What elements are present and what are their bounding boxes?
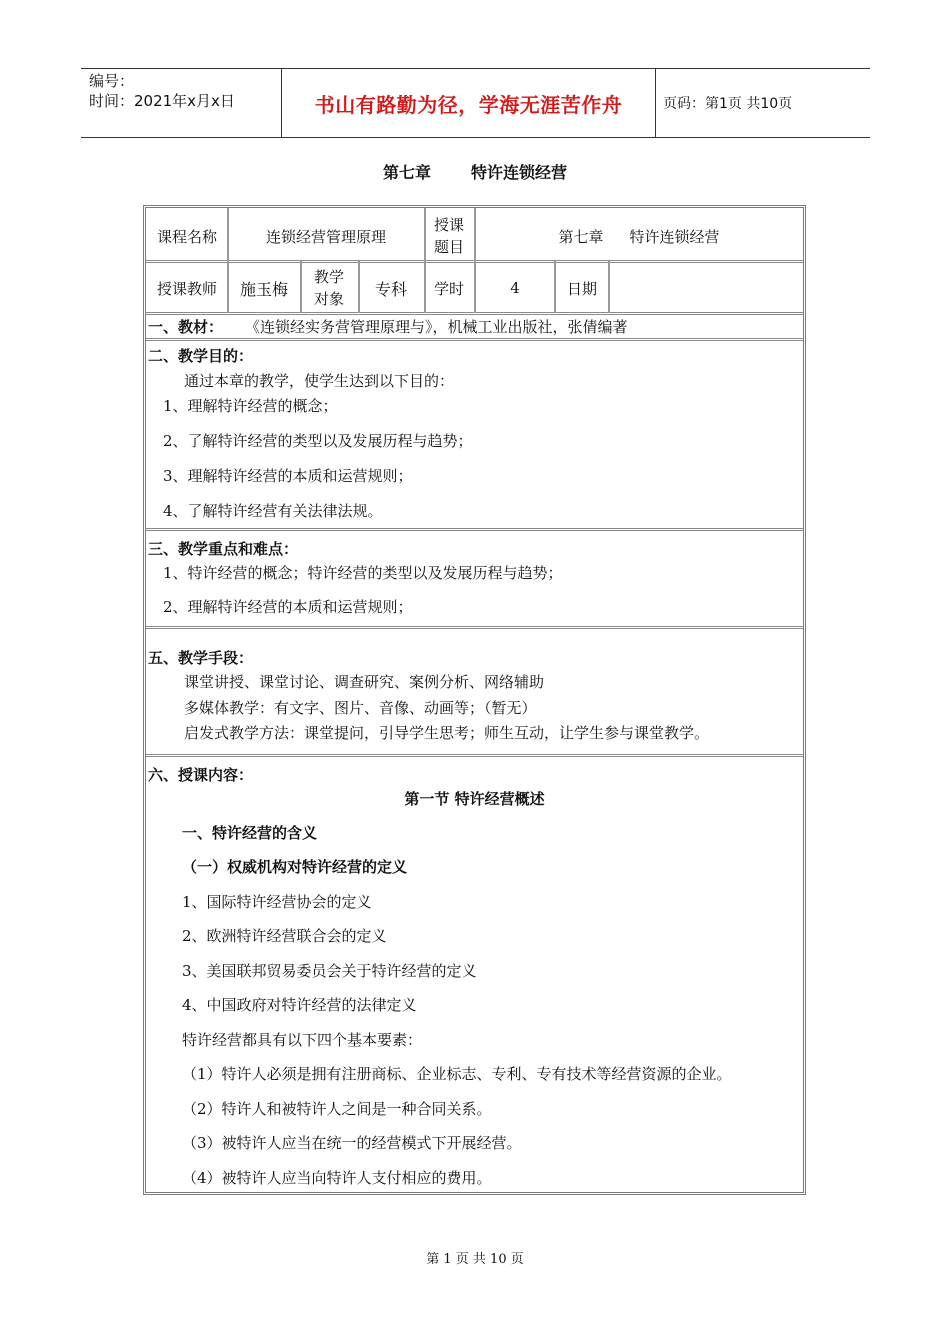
header-page-info: 页码：第1页 共10页 — [663, 96, 793, 112]
col-divider — [608, 261, 610, 313]
definition-item: 3、美国联邦贸易委员会关于特许经营的定义 — [182, 962, 477, 980]
element-item: （3）被特许人应当在统一的经营模式下开展经营。 — [182, 1134, 522, 1152]
objectives-title: 二、教学目的： — [148, 347, 254, 365]
topic-label — [424, 210, 474, 262]
method-item: 启发式教学方法：课堂提问，引导学生思考；师生互动，让学生参与课堂教学。 — [184, 724, 710, 742]
col-divider — [227, 208, 229, 313]
content-title: 六、授课内容： — [148, 766, 254, 784]
row-divider — [146, 626, 803, 629]
topic-value — [474, 210, 804, 262]
page-footer: 第 1 页 共 10 页 — [426, 1252, 524, 1267]
textbook-label: 一、教材： — [148, 318, 224, 336]
methods-title: 五、教学手段： — [148, 649, 254, 667]
audience-label-line-2: 对象 — [313, 290, 344, 308]
objective-item: 1、理解特许经营的概念； — [163, 397, 338, 415]
key-point-item: 2、理解特许经营的本质和运营规则； — [163, 598, 413, 616]
document-time: 时间：2021年x月x日 — [89, 92, 235, 110]
row-divider — [146, 338, 803, 341]
topic-label-line-2: 题目 — [433, 238, 464, 256]
element-item: （2）特许人和被特许人之间是一种合同关系。 — [182, 1100, 492, 1118]
col-divider — [554, 261, 556, 313]
definition-item: 4、中国政府对特许经营的法律定义 — [182, 996, 417, 1014]
col-divider — [300, 261, 302, 313]
header-meta — [89, 71, 281, 111]
chapter-number: 第七章 — [382, 163, 431, 182]
col-divider — [424, 208, 426, 313]
objective-item: 4、了解特许经营有关法律法规。 — [163, 502, 383, 520]
content-heading-2: （一）权威机构对特许经营的定义 — [182, 858, 408, 876]
teacher-value: 施玉梅 — [239, 279, 288, 299]
key-point-item: 1、特许经营的概念；特许经营的类型以及发展历程与趋势； — [163, 564, 563, 582]
objective-item: 2、了解特许经营的类型以及发展历程与趋势； — [163, 432, 473, 450]
date-label: 日期 — [566, 279, 597, 298]
definition-item: 2、欧洲特许经营联合会的定义 — [182, 927, 387, 945]
method-item: 多媒体教学：有文字、图片、音像、动画等；（暂无） — [184, 699, 537, 717]
date-value — [608, 262, 804, 314]
hours-value: 4 — [510, 279, 520, 297]
row-divider — [146, 754, 803, 757]
textbook-row — [148, 316, 628, 337]
topic-label-line-1: 授课 — [433, 216, 464, 234]
page-header — [81, 68, 870, 138]
header-motto: 书山有路勤为径，学海无涯苦作舟 — [281, 69, 656, 137]
hours-label: 学时 — [433, 279, 464, 298]
textbook-value: 《连锁经实务营管理原理与》，机械工业出版社，张倩编著 — [245, 318, 628, 336]
course-name-value: 连锁经营管理原理 — [265, 227, 386, 246]
chapter-title: 特许连锁经营 — [471, 163, 568, 182]
section-title: 第一节 特许经营概述 — [404, 790, 545, 808]
element-item: （1）特许人必须是拥有注册商标、企业标志、专利、专有技术等经营资源的企业。 — [182, 1065, 732, 1083]
topic-title: 特许连锁经营 — [629, 227, 720, 246]
lesson-plan-table — [143, 205, 806, 1195]
row-divider — [146, 528, 803, 531]
audience-label-line-1: 教学 — [313, 268, 344, 286]
objectives-intro: 通过本章的教学，使学生达到以下目的： — [184, 372, 455, 390]
col-divider — [358, 261, 360, 313]
objective-item: 3、理解特许经营的本质和运营规则； — [163, 467, 413, 485]
audience-value: 专科 — [374, 279, 407, 299]
key-points-title: 三、教学重点和难点： — [148, 540, 299, 558]
audience-label — [300, 262, 358, 314]
teacher-label: 授课教师 — [156, 279, 217, 298]
document-number-label: 编号： — [89, 72, 135, 90]
content-heading-1: 一、特许经营的含义 — [182, 824, 318, 842]
method-item: 课堂讲授、课堂讨论、调查研究、案例分析、网络辅助 — [184, 673, 545, 691]
topic-chapter: 第七章 — [558, 227, 604, 246]
elements-intro: 特许经营都具有以下四个基本要素： — [182, 1031, 423, 1049]
element-item: （4）被特许人应当向特许人支付相应的费用。 — [182, 1169, 492, 1187]
definition-item: 1、国际特许经营协会的定义 — [182, 893, 372, 911]
col-divider — [474, 208, 476, 313]
course-name-label: 课程名称 — [156, 227, 217, 246]
chapter-heading — [0, 160, 950, 183]
